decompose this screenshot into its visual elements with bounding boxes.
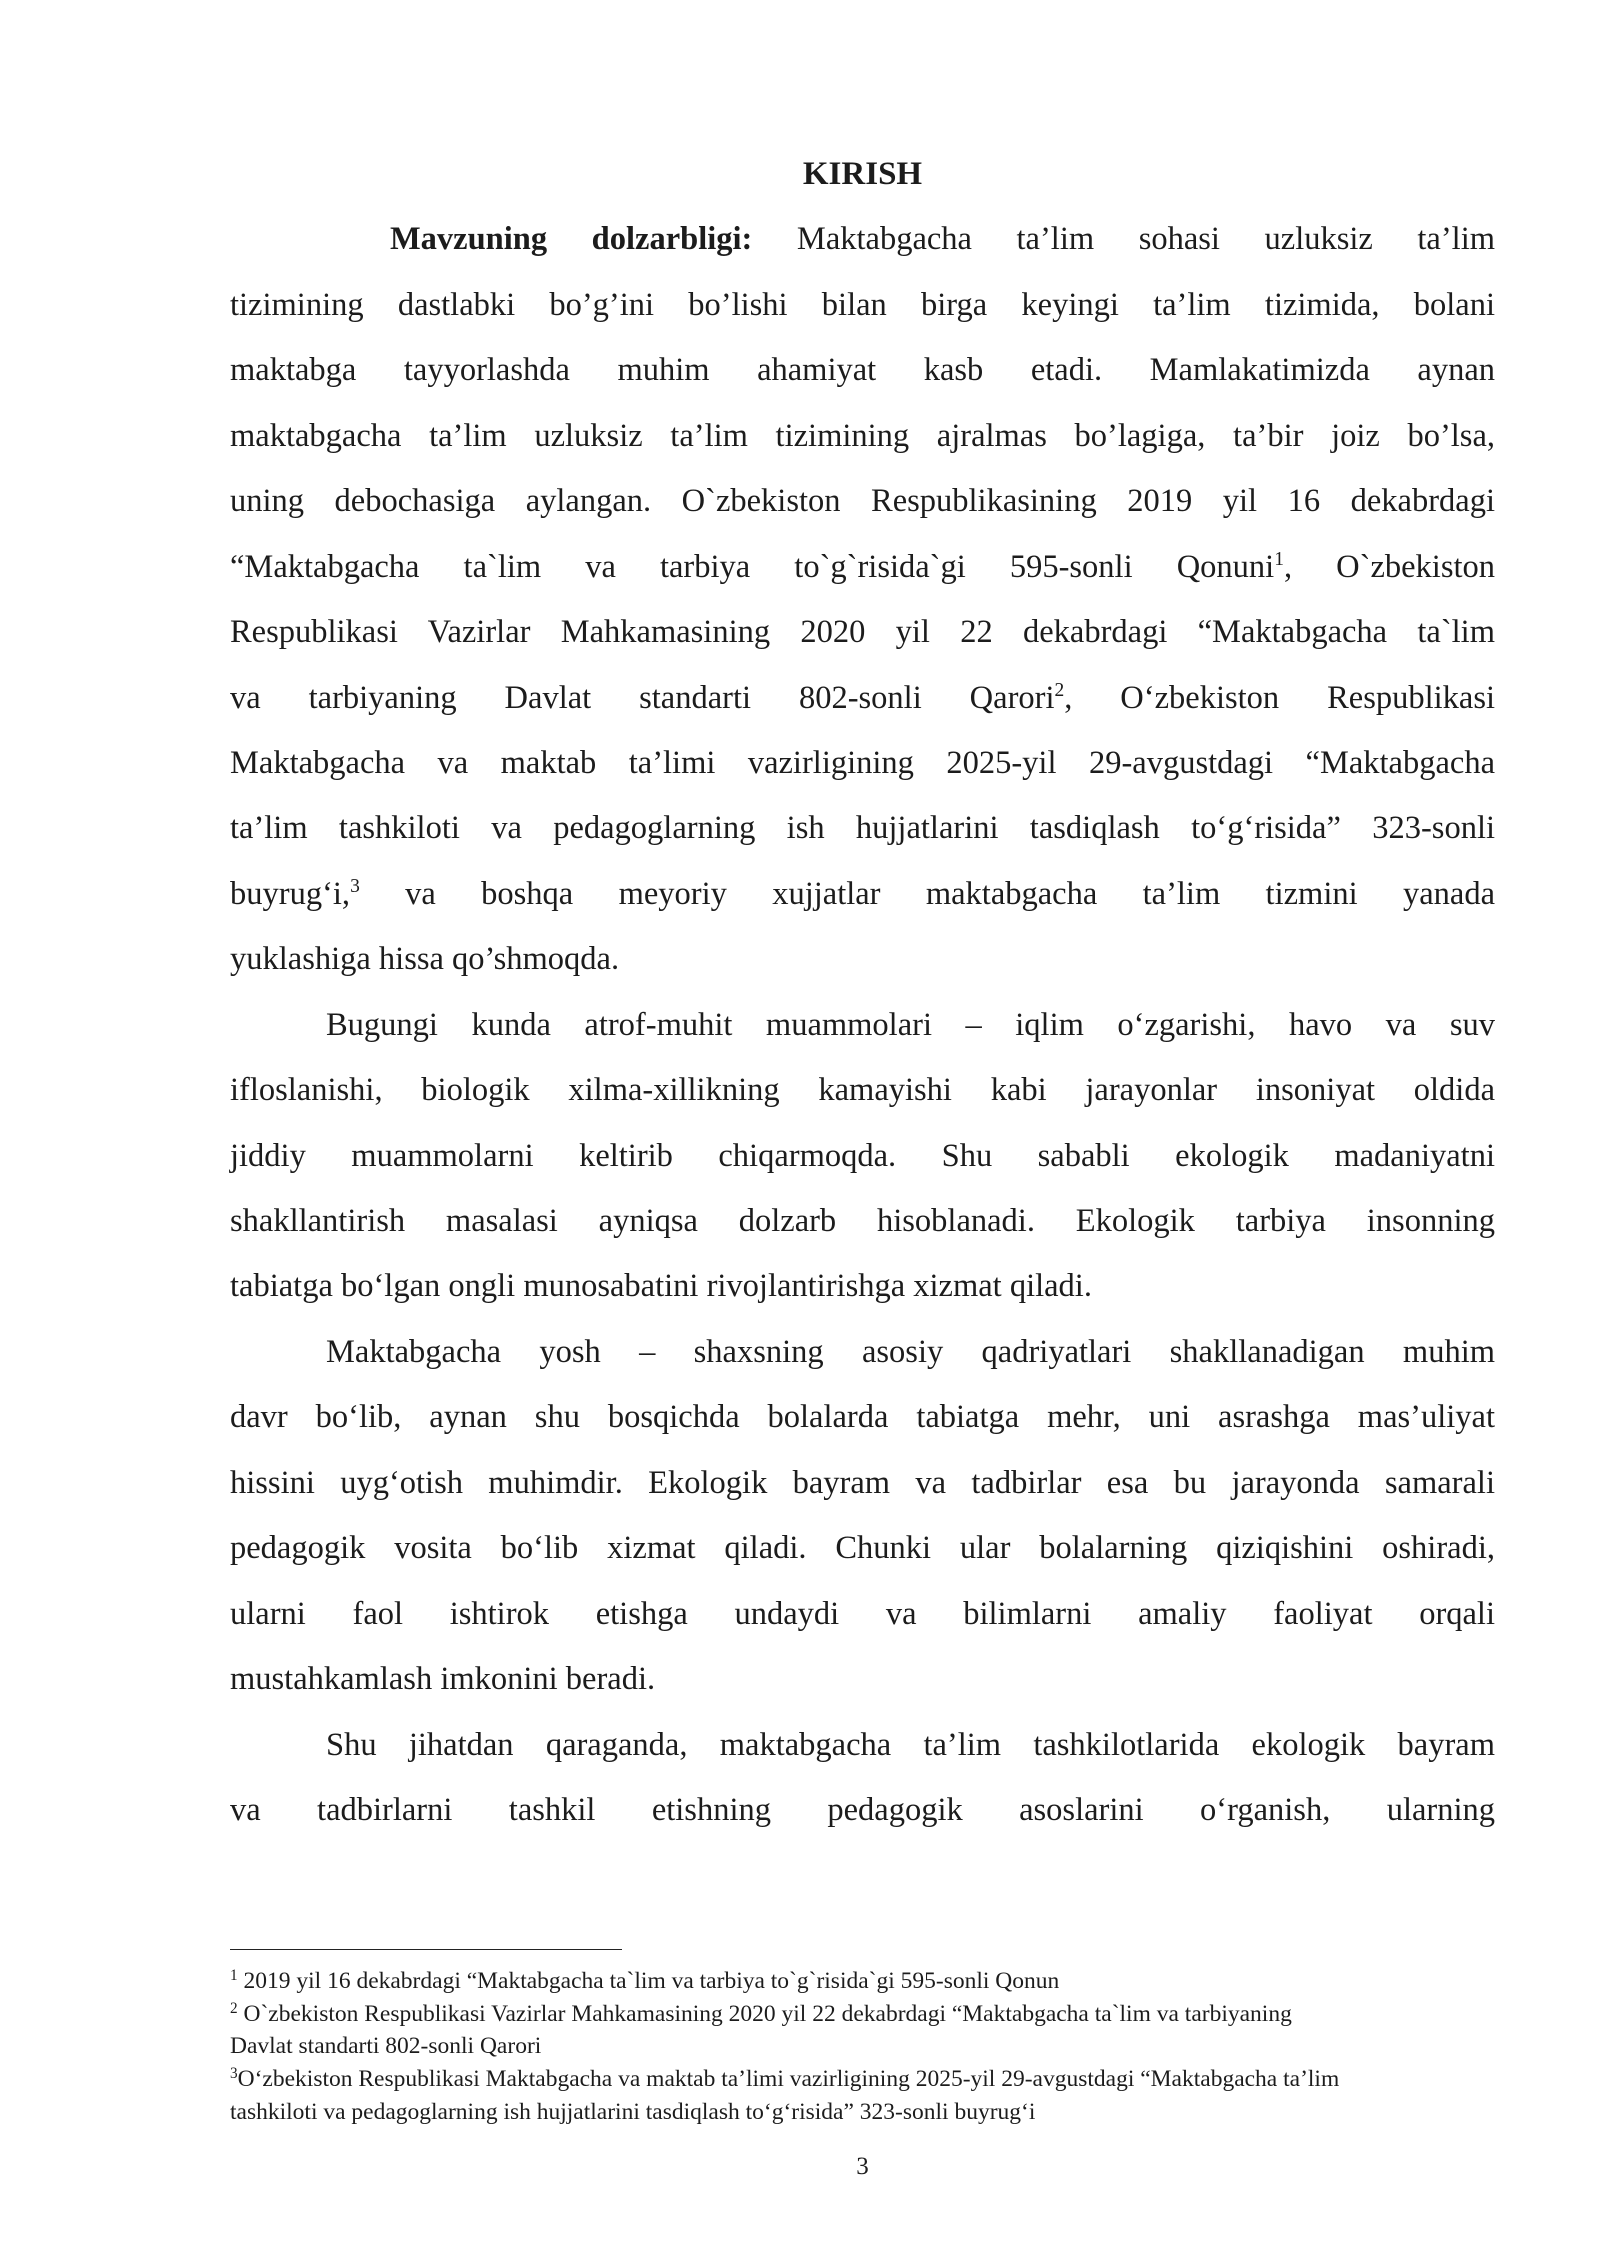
footnote-line: [230, 1998, 1495, 2031]
line-text: va tarbiyaning Davlat standarti 802-sonli Qarori: [230, 679, 1055, 716]
footnote-ref: 2: [1054, 679, 1065, 701]
footnote-text: O`zbekiston Respublikasi Vazirlar Mahkamasining 2020 yil 22 dekabrdagi “Maktabgacha ta`lim va tarbiyaning: [237, 2000, 1292, 2027]
body-line: [230, 862, 1495, 927]
page-number: 3: [856, 2153, 869, 2180]
footnote-ref: 1: [1274, 548, 1284, 570]
body-line: tizimining dastlabki bo’g’ini bo’lishi bilan birga keyingi ta’lim tizimida, bolani: [230, 286, 1495, 323]
page-title: KIRISH: [802, 156, 923, 192]
line-text: buyrug‘i,: [230, 875, 351, 912]
body-line: pedagogik vosita bo‘lib xizmat qiladi. Chunki ular bolalarning qiziqishini oshiradi,: [230, 1530, 1495, 1567]
body-line: shakllantirish masalasi ayniqsa dolzarb hisoblanadi. Ekologik tarbiya insonning: [230, 1203, 1495, 1239]
footnote-text: tashkiloti va pedagoglarning ish hujjatlarini tasdiqlash to‘g‘risida” 323-sonli buyrug‘i: [230, 2098, 1036, 2125]
line-text: , O‘zbekiston Respublikasi: [1064, 679, 1496, 716]
body-line: Maktabgacha yosh – shaxsning asosiy qadriyatlari shakllanadigan muhim: [326, 1333, 1495, 1370]
body-line: [230, 535, 1495, 600]
body-line: maktabga tayyorlashda muhim ahamiyat kasb etadi. Mamlakatimizda aynan: [230, 352, 1495, 389]
body-line: davr bo‘lib, aynan shu bosqichda bolalarda tabiatga mehr, uni asrashga mas’uliyat: [230, 1399, 1495, 1436]
body-line: va tadbirlarni tashkil etishning pedagogik asoslarini o‘rganish, ularning: [230, 1791, 1495, 1828]
paragraph-conclusion: [230, 1713, 1495, 1844]
body-line: ifloslanishi, biologik xilma-xillikning kamayishi kabi jarayonlar insoniyat oldida: [230, 1072, 1495, 1109]
footnote-separator: [230, 1949, 622, 1950]
body-line: uning debochasiga aylangan. O`zbekiston Respublikasining 2019 yil 16 dekabrdagi: [230, 483, 1495, 520]
body-line: jiddiy muammolarni keltirib chiqarmoqda. Shu sababli ekologik madaniyatni: [230, 1137, 1495, 1174]
footnote-number: 1: [230, 1967, 238, 1985]
body-line: Respublikasi Vazirlar Mahkamasining 2020 yil 22 dekabrdagi “Maktabgacha ta`lim: [230, 614, 1495, 651]
footnote-line: [230, 2030, 1495, 2063]
document-body: [230, 142, 1495, 1843]
footnote-number: 2: [230, 2000, 238, 2018]
section-label: Mavzuning dolzarbligi:: [390, 221, 753, 258]
line-text: Maktabgacha ta’lim sohasi uzluksiz ta’lim: [752, 221, 1496, 258]
body-line: Maktabgacha va maktab ta’limi vazirligining 2025-yil 29-avgustdagi “Maktabgacha: [230, 744, 1495, 781]
body-line: hissini uyg‘otish muhimdir. Ekologik bayram va tadbirlar esa bu jarayonda samarali: [230, 1464, 1495, 1501]
paragraph-environment: [230, 993, 1495, 1320]
footnote-line: [230, 2096, 1495, 2129]
body-line: mustahkamlash imkonini beradi.: [230, 1661, 656, 1698]
body-line: tabiatga bo‘lgan ongli munosabatini rivojlantirishga xizmat qiladi.: [230, 1268, 1092, 1305]
footnote-text: O‘zbekiston Respublikasi Maktabgacha va maktab ta’limi vazirligining 2025-yil 29-avgustdagi “Maktabgacha ta’lim: [237, 2066, 1340, 2093]
body-line: [230, 666, 1495, 731]
footnote-line: [230, 1965, 1495, 1998]
body-line: [230, 207, 1495, 272]
footnote-number: 3: [230, 2065, 238, 2083]
footnote-text: 2019 yil 16 dekabrdagi “Maktabgacha ta`lim va tarbiya to`g`risida`gi 595-sonli Qonun: [237, 1968, 1060, 1994]
footnote-text: Davlat standarti 802-sonli Qarori: [230, 2033, 542, 2060]
body-line: maktabgacha ta’lim uzluksiz ta’lim tizimining ajralmas bo’lagiga, ta’bir joiz bo’lsa,: [230, 417, 1495, 454]
paragraph-preschool-age: [230, 1320, 1495, 1713]
line-text: , O`zbekiston: [1283, 548, 1495, 585]
footnote-ref: 3: [350, 876, 360, 898]
footnotes: [230, 1965, 1495, 2128]
body-line: Bugungi kunda atrof-muhit muammolari – iqlim o‘zgarishi, havo va suv: [326, 1006, 1495, 1043]
footnote-line: [230, 2063, 1495, 2096]
body-line: Shu jihatdan qaraganda, maktabgacha ta’lim tashkilotlarida ekologik bayram: [326, 1726, 1495, 1763]
line-text: “Maktabgacha ta`lim va tarbiya to`g`risida`gi 595-sonli Qonuni: [230, 548, 1275, 585]
body-line: ularni faol ishtirok etishga undaydi va bilimlarni amaliy faoliyat orqali: [230, 1595, 1495, 1632]
paragraph-relevance: [230, 207, 1495, 992]
line-text: va boshqa meyoriy xujjatlar maktabgacha ta’lim tizmini yanada: [359, 875, 1495, 912]
body-line: yuklashiga hissa qo’shmoqda.: [230, 941, 620, 978]
body-line: ta’lim tashkiloti va pedagoglarning ish hujjatlarini tasdiqlash to‘g‘risida” 323-sonli: [230, 810, 1495, 847]
